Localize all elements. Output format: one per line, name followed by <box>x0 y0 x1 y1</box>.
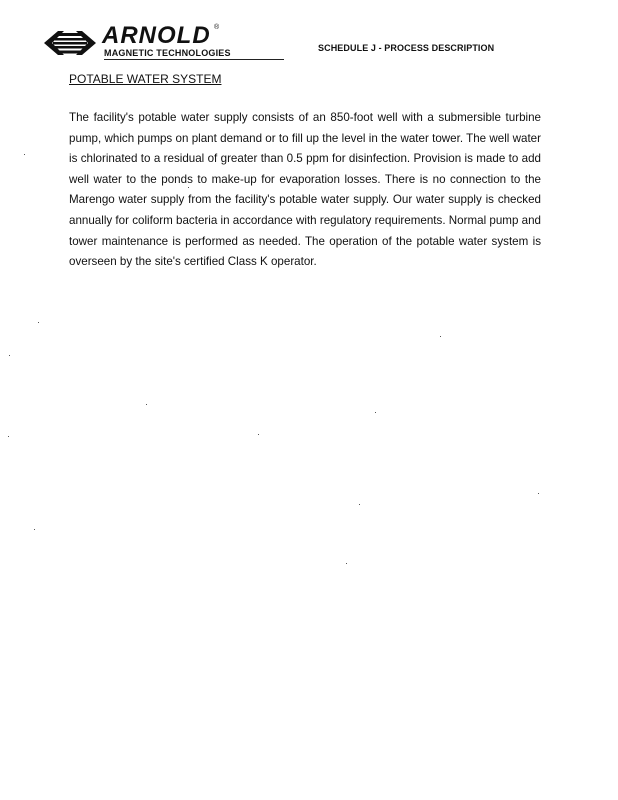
section-title: POTABLE WATER SYSTEM <box>69 72 222 86</box>
scan-speck <box>146 404 147 405</box>
scan-speck <box>440 336 441 337</box>
logo-subtitle: MAGNETIC TECHNOLOGIES <box>104 48 231 58</box>
arnold-logo <box>44 24 254 64</box>
scan-speck <box>538 493 539 494</box>
schedule-title: SCHEDULE J - PROCESS DESCRIPTION <box>318 43 495 53</box>
arnold-chevron-logo-icon <box>44 30 96 56</box>
scan-speck <box>359 504 360 505</box>
scan-speck <box>188 187 189 188</box>
scan-speck <box>9 355 10 356</box>
scan-speck <box>38 322 39 323</box>
scan-speck <box>8 436 9 437</box>
registered-mark: ® <box>214 24 220 31</box>
scan-speck <box>346 563 347 564</box>
logo-wordmark: ARNOLD <box>102 22 211 49</box>
scan-speck <box>24 154 25 155</box>
section-paragraph: The facility's potable water supply consists of an 850-foot well with a submersible turbine pump, which pumps on plant demand or to fill up the level in the water tower. The well water is chlorinated to a residual of greater than 0.5 ppm for disinfection. Provision is made to add well water to the ponds to make-up for evaporation losses. There is no connection to the Marengo water supply from the facility's potable water supply. Our water supply is checked annually for coliform bacteria in accordance with regulatory requirements. Normal pump and tower maintenance is performed as needed. The operation of the potable water system is overseen by the site's certified Class K operator. <box>69 111 541 269</box>
logo-underline <box>104 59 284 60</box>
scan-speck <box>375 412 376 413</box>
scan-speck <box>258 434 259 435</box>
scan-speck <box>34 529 35 530</box>
